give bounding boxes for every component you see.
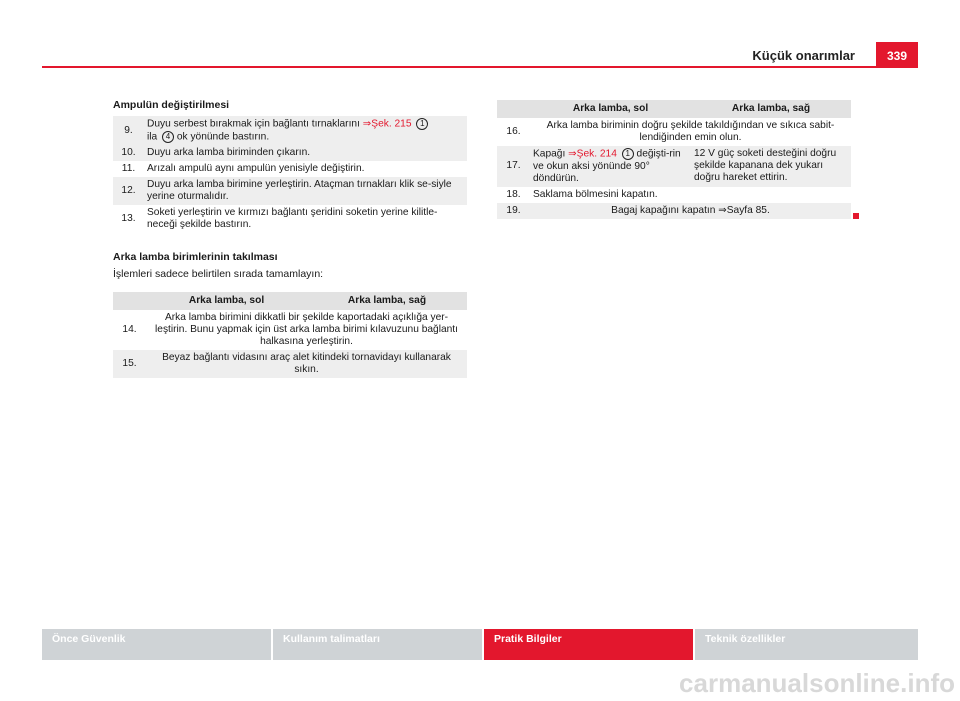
table-row [113, 205, 467, 233]
table-header-row [497, 100, 851, 118]
header-blank [113, 292, 146, 310]
figure-reference-link[interactable]: ⇒Şek. 214 [568, 148, 617, 160]
column-header-left: Arka lamba, sol [146, 292, 307, 310]
step-number: 10. [113, 145, 144, 161]
step-number: 17. [497, 146, 530, 187]
step-number: 11. [121, 163, 136, 175]
step-text-part: Duyu serbest bırakmak için bağlantı tırnaklarını [147, 118, 363, 130]
step-text-right: 12 V güç soketi desteğini doğru şekilde kapanana dek yukarı doğru hareket ettirin. [691, 146, 851, 187]
table-row [113, 116, 467, 145]
column-header-right: Arka lamba, sağ [691, 100, 851, 118]
step-number: 9. [113, 116, 144, 145]
step-text: Arka lamba biriminin doğru şekilde takıldığından ve sıkıca sabit-lendiğinden emin olun. [546, 120, 835, 143]
step-text: Duyu arka lamba biriminden çıkarın. [144, 145, 467, 161]
footer-nav [42, 629, 918, 660]
column-header-right: Arka lamba, sağ [307, 292, 467, 310]
step-text: Saklama bölmesini kapatın. [533, 188, 658, 200]
table-row [113, 310, 467, 350]
steps-table-install-continued [497, 100, 851, 219]
footer-tab-practical-info[interactable]: Pratik Bilgiler [484, 629, 693, 660]
page-number: 339 [876, 42, 918, 66]
step-text-left [530, 146, 691, 187]
step-text-part: Kapağı [533, 148, 569, 160]
step-number: 19. [497, 203, 530, 219]
step-text: Beyaz bağlantı vidasını araç alet kitindeki tornavidayı kullanarak sıkın. [146, 350, 467, 378]
table-row [113, 145, 467, 161]
callout-circle: 1 [416, 118, 428, 130]
chapter-title: Küçük onarımlar [752, 48, 855, 63]
section-title-installing-tail-lights: Arka lamba birimlerinin takılması [113, 251, 278, 263]
header-blank [497, 100, 530, 118]
section-title-bulb-replacement: Ampulün değiştirilmesi [113, 99, 230, 111]
callout-circle: 1 [622, 148, 634, 160]
header-rule [42, 66, 918, 68]
section-intro: İşlemleri sadece belirtilen sırada tamamlayın: [113, 268, 324, 280]
section-end-marker [853, 213, 859, 219]
step-text: Arızalı ampulü aynı ampulün yenisiyle değiştirin. [147, 163, 365, 175]
table-row [497, 146, 851, 187]
step-text [144, 116, 467, 145]
table-row [497, 118, 851, 146]
step-text: Soketi yerleştirin ve kırmızı bağlantı şeridini soketin yerine kilitle-neceği şekilde bastırın. [147, 207, 438, 231]
table-row [497, 203, 851, 219]
watermark: carmanualsonline.info [679, 668, 955, 698]
footer-tab-safety[interactable]: Önce Güvenlik [42, 629, 271, 660]
step-text: Duyu arka lamba birimine yerleştirin. Ataçman tırnakları klik se-siyle yerine oturmalıdır. [144, 177, 467, 205]
table-header-row [113, 292, 467, 310]
column-header-left: Arka lamba, sol [530, 100, 691, 118]
step-text: Arka lamba birimini dikkatli bir şekilde kaportadaki açıklığa yer-leştirin. Bunu yapmak için üst arka lamba birimi kılavuzunu bağlantı halkasına yerleştirin. [155, 312, 458, 347]
step-text-part: değişti-rin ve okun aksi yönünde 90° döndürün. [533, 148, 681, 184]
table-row [113, 350, 467, 378]
table-row [497, 187, 851, 203]
table-row [113, 177, 467, 205]
callout-circle: 4 [162, 131, 174, 143]
table-row [113, 161, 467, 177]
step-number: 14. [122, 324, 137, 335]
footer-tab-technical-specs[interactable]: Teknik özellikler [695, 629, 918, 660]
figure-reference-link[interactable]: ⇒Şek. 215 [362, 118, 412, 130]
steps-table-bulb [113, 116, 467, 233]
steps-table-install [113, 292, 467, 378]
step-text: Bagaj kapağını kapatın ⇒Sayfa 85. [530, 203, 851, 219]
step-number: 12. [113, 177, 144, 205]
step-number: 13. [121, 213, 136, 225]
step-number: 15. [113, 350, 146, 378]
step-number: 18. [506, 188, 521, 200]
step-number: 16. [506, 126, 521, 137]
footer-tab-operating-instructions[interactable]: Kullanım talimatları [273, 629, 482, 660]
step-text-part: ok yönünde bastırın. [174, 131, 270, 143]
step-text-part: ila [147, 131, 161, 143]
